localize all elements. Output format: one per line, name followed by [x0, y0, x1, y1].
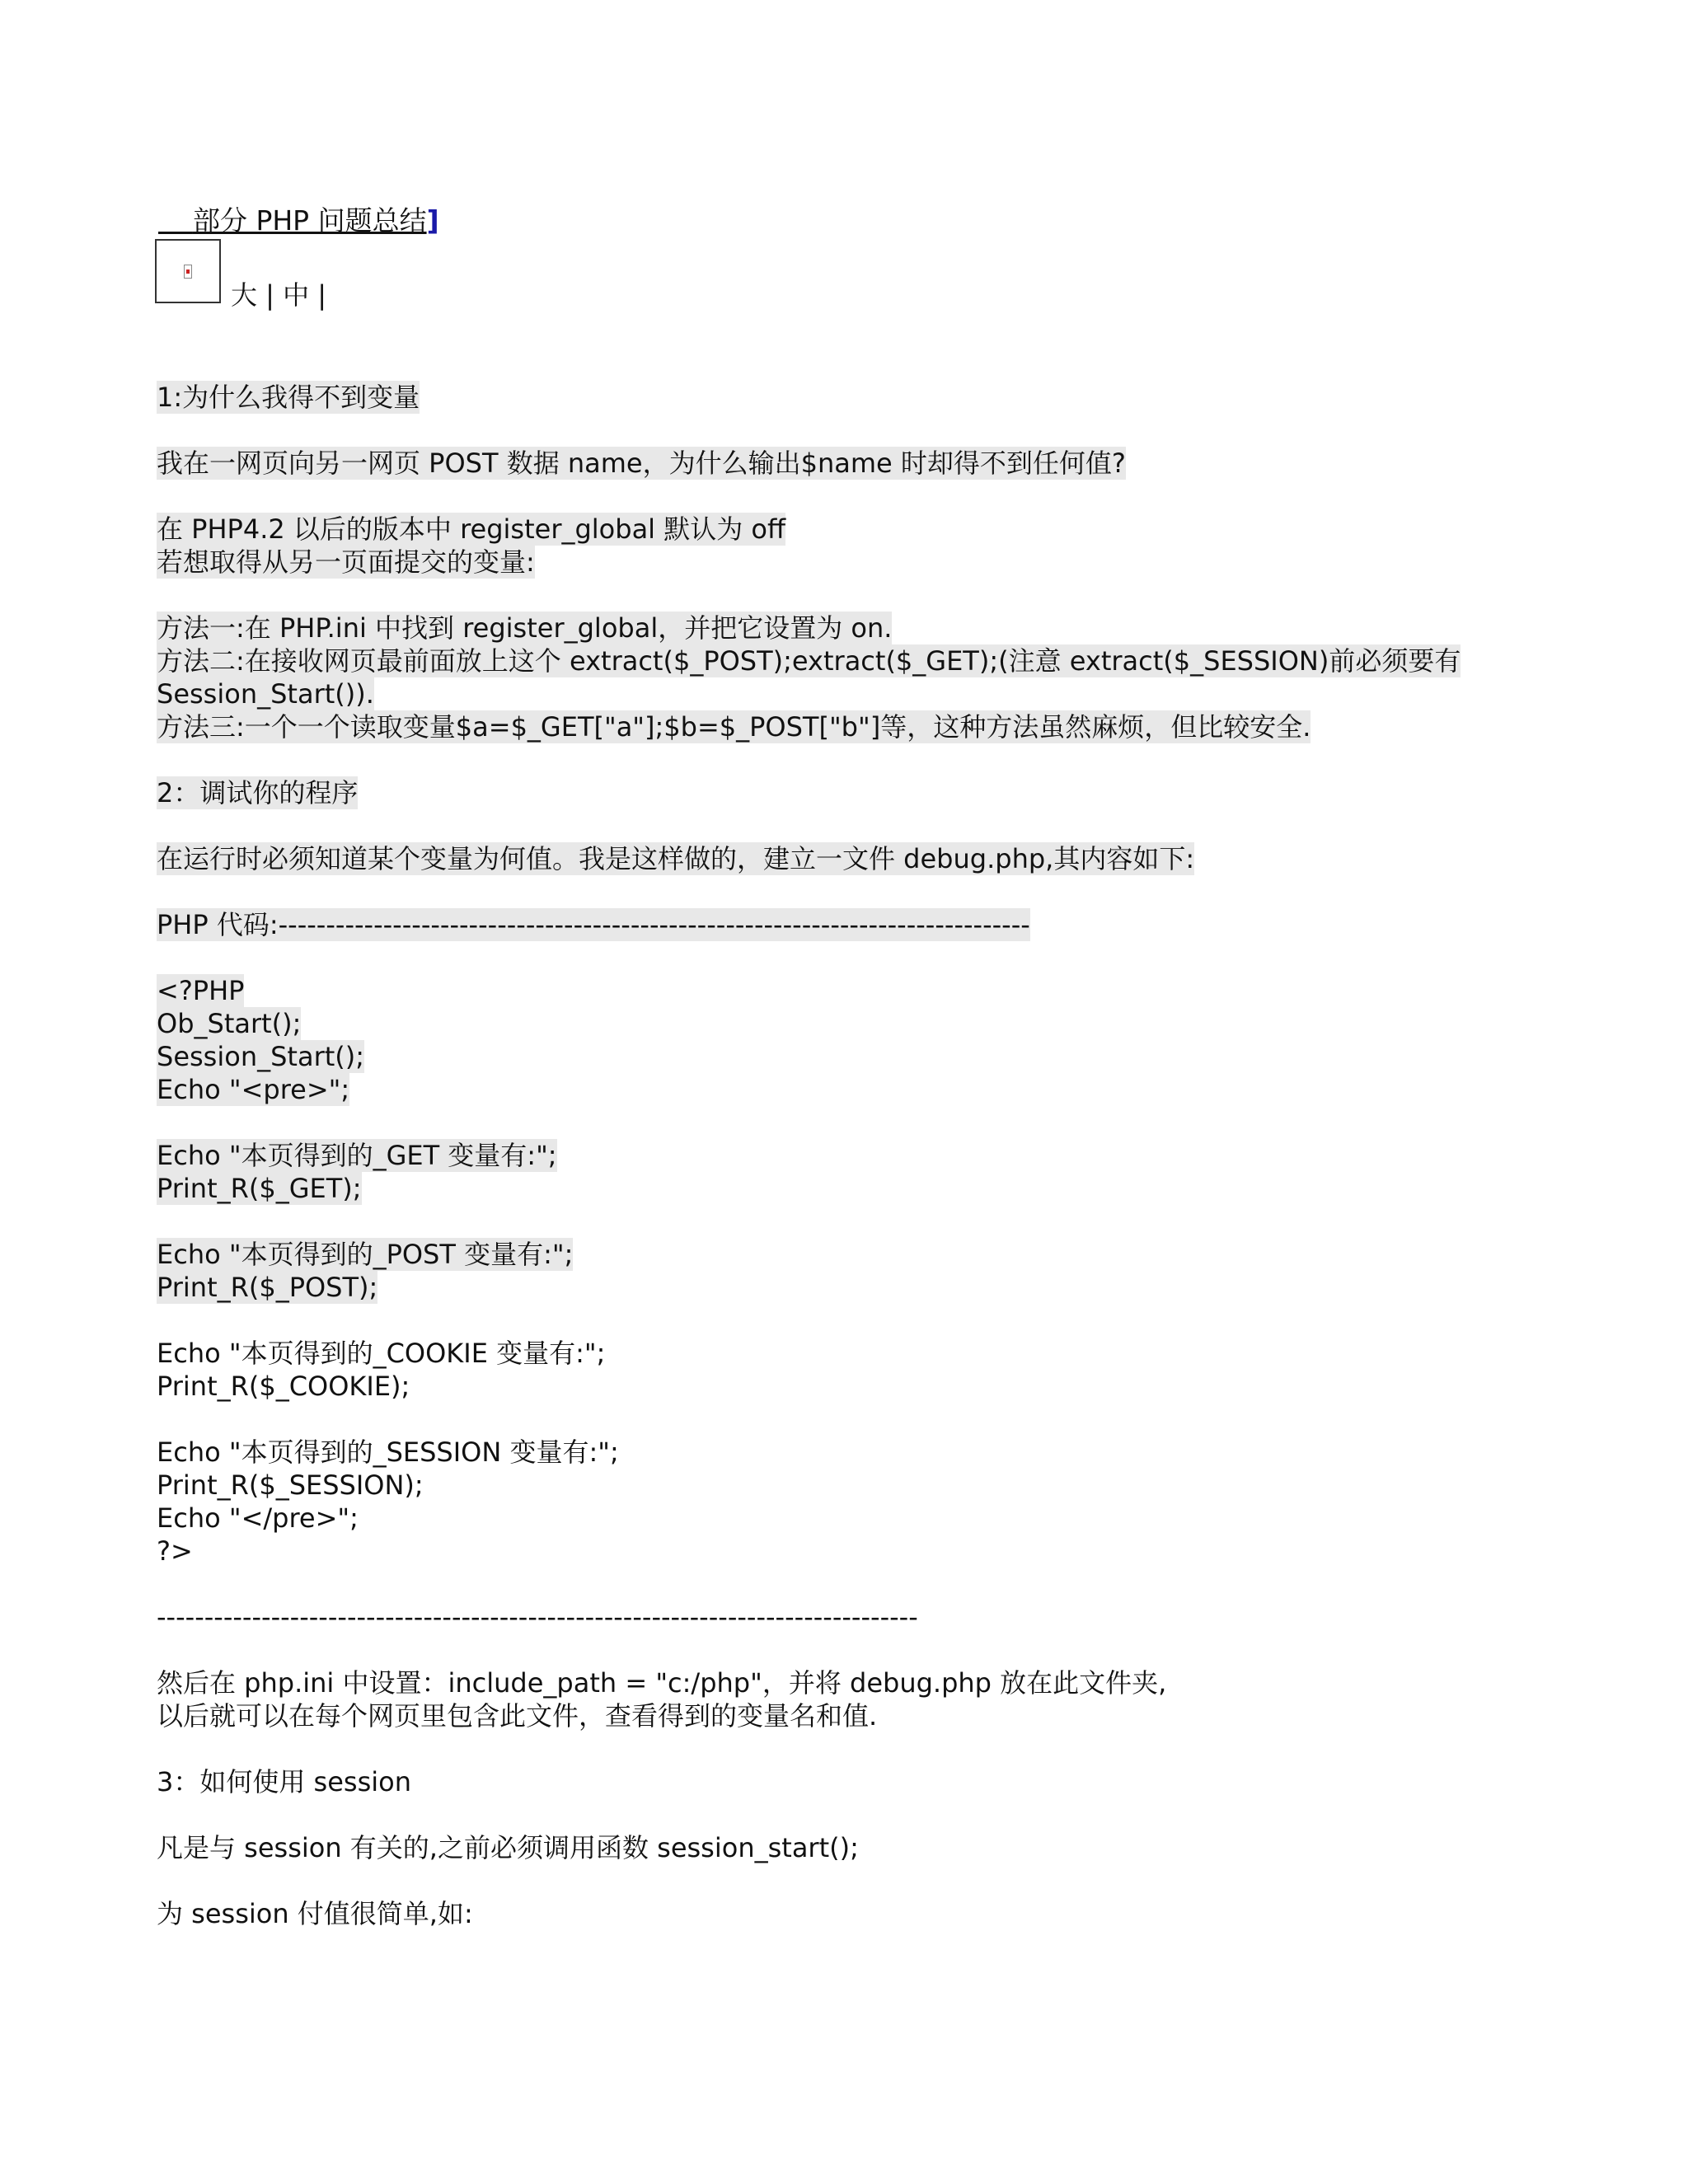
code-line: Print_R($_SESSION);: [157, 1469, 424, 1501]
code-line: Echo "本页得到的_SESSION 变量有:";: [157, 1436, 619, 1468]
code-line: Session_Start();: [157, 1041, 365, 1072]
section-1-answer-line: 在 PHP4.2 以后的版本中 register_global 默认为 off: [157, 513, 786, 545]
code-line: Ob_Start();: [157, 1008, 302, 1039]
code-line: ?>: [157, 1535, 193, 1567]
code-line: Echo "</pre>";: [157, 1502, 359, 1534]
method-one: 方法一:在 PHP.ini 中找到 register_global，并把它设置为 on.: [157, 612, 893, 644]
code-line: Print_R($_GET);: [157, 1173, 362, 1204]
section-2-heading: 2：调试你的程序: [157, 777, 359, 808]
code-line: Print_R($_POST);: [157, 1272, 378, 1303]
code-line: Echo "本页得到的_POST 变量有:";: [157, 1239, 574, 1270]
font-size-links[interactable]: 大 | 中 |: [231, 279, 327, 311]
method-two: 方法二:在接收网页最前面放上这个 extract($_POST);extract($_GET);(注意 extract($_SESSION)前必须要有: [157, 645, 1461, 677]
section-2-config: 然后在 php.ini 中设置：include_path = "c:/php"，并将 debug.php 放在此文件夹,: [157, 1667, 1167, 1699]
method-two-continued: Session_Start()).: [157, 678, 374, 710]
section-3-note: 凡是与 session 有关的,之前必须调用函数 session_start();: [157, 1832, 859, 1863]
section-3-heading: 3：如何使用 session: [157, 1766, 411, 1797]
section-2-intro: 在运行时必须知道某个变量为何值。我是这样做的，建立一文件 debug.php,其内容如下:: [157, 843, 1195, 874]
section-1-heading: 1:为什么我得不到变量: [157, 382, 420, 413]
code-line: Print_R($_COOKIE);: [157, 1371, 410, 1402]
section-1-answer-line: 若想取得从另一页面提交的变量:: [157, 546, 535, 578]
section-1-question: 我在一网页向另一网页 POST 数据 name，为什么输出$name 时却得不到任何值?: [157, 448, 1126, 479]
method-three: 方法三:一个一个读取变量$a=$_GET["a"];$b=$_POST["b"]等，这种方法虽然麻烦，但比较安全.: [157, 711, 1311, 743]
section-3-assign: 为 session 付值很简单,如:: [157, 1898, 473, 1929]
code-header: PHP 代码:-------------------------------------------------------------------------------: [157, 909, 1030, 940]
section-2-config-continued: 以后就可以在每个网页里包含此文件，查看得到的变量名和值.: [157, 1700, 878, 1732]
page-title-text: 部分 PHP 问题总结: [192, 204, 427, 237]
code-footer-divider: --------------------------------------------------------------------------------: [157, 1601, 918, 1633]
broken-image-icon: [155, 239, 221, 303]
image-placeholder-icon: [184, 265, 192, 279]
code-line: Echo "本页得到的_GET 变量有:";: [157, 1140, 557, 1171]
page-title-bracket: ]: [426, 204, 439, 237]
code-line: Echo "<pre>";: [157, 1074, 350, 1105]
code-line: <?PHP: [157, 975, 245, 1006]
code-line: Echo "本页得到的_COOKIE 变量有:";: [157, 1338, 606, 1369]
